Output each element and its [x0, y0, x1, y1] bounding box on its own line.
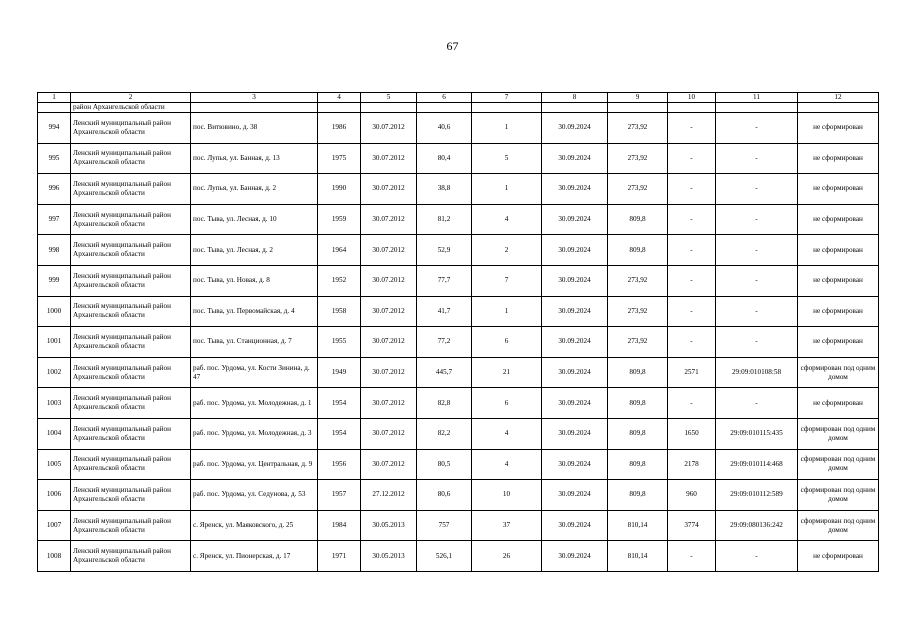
table-cell: 27.12.2012 — [361, 480, 417, 511]
table-row — [38, 510, 879, 541]
table-cell: 1006 — [38, 480, 71, 511]
table-cell: 30.07.2012 — [361, 265, 417, 296]
table-cell: 30.09.2024 — [542, 357, 608, 388]
table-cell: 30.07.2012 — [361, 174, 417, 205]
column-header: 8 — [542, 93, 608, 103]
table-cell: 29:09:010108:58 — [716, 357, 798, 388]
table-cell: 273,92 — [608, 296, 668, 327]
table-cell: - — [716, 113, 798, 144]
table-cell: 1954 — [318, 418, 361, 449]
table-cell: сформирован под одним домом — [798, 510, 879, 541]
table-cell: 1956 — [318, 449, 361, 480]
table-cell: 1008 — [38, 541, 71, 572]
table-cell: 2 — [472, 235, 542, 266]
table-cell: 77,2 — [417, 327, 472, 358]
table-cell: 30.09.2024 — [542, 388, 608, 419]
table-cell: пос. Тыва, ул. Лесная, д. 2 — [191, 235, 318, 266]
table-cell: 810,14 — [608, 541, 668, 572]
table-cell — [798, 103, 879, 113]
column-header: 7 — [472, 93, 542, 103]
table-cell: 30.09.2024 — [542, 204, 608, 235]
table-cell: 30.07.2012 — [361, 449, 417, 480]
table-cell: - — [668, 235, 716, 266]
table-cell: 445,7 — [417, 357, 472, 388]
table-cell: 4 — [472, 449, 542, 480]
table-cell: 29:09:080136:242 — [716, 510, 798, 541]
table-cell: 29:09:010114:468 — [716, 449, 798, 480]
table-cell: 21 — [472, 357, 542, 388]
table-cell: 4 — [472, 204, 542, 235]
table-cell: 2178 — [668, 449, 716, 480]
table-cell: - — [668, 265, 716, 296]
table-cell: Ленский муниципальный район Архангельской области — [71, 265, 191, 296]
table-cell: 1952 — [318, 265, 361, 296]
table-cell: - — [716, 235, 798, 266]
table-cell: 1 — [472, 174, 542, 205]
table-cell: пос. Тыва, ул. Новая, д. 8 — [191, 265, 318, 296]
table-cell: 80,4 — [417, 143, 472, 174]
table-cell: 1958 — [318, 296, 361, 327]
table-cell: 1000 — [38, 296, 71, 327]
table-cell: пос. Тыва, ул. Станционная, д. 7 — [191, 327, 318, 358]
table-cell — [542, 103, 608, 113]
table-cell: 29:09:010112:589 — [716, 480, 798, 511]
table-cell: 30.09.2024 — [542, 113, 608, 144]
column-header: 9 — [608, 93, 668, 103]
table-cell: 38,8 — [417, 174, 472, 205]
table-row — [38, 327, 879, 358]
table-row — [38, 480, 879, 511]
table-cell: раб. пос. Урдома, ул. Седунова, д. 53 — [191, 480, 318, 511]
table-row — [38, 204, 879, 235]
table-row — [38, 235, 879, 266]
table-cell: 3774 — [668, 510, 716, 541]
table-cell: 1971 — [318, 541, 361, 572]
table-cell: пос. Лупья, ул. Банная, д. 13 — [191, 143, 318, 174]
table-cell: 30.05.2013 — [361, 541, 417, 572]
table-row — [38, 449, 879, 480]
table-cell: 1 — [472, 296, 542, 327]
table-cell: - — [668, 296, 716, 327]
table-cell: - — [716, 143, 798, 174]
housing-registry-table — [37, 92, 879, 572]
table-cell: 30.07.2012 — [361, 327, 417, 358]
table-cell: не сформирован — [798, 174, 879, 205]
table-cell: 999 — [38, 265, 71, 296]
table-cell: Ленский муниципальный район Архангельской области — [71, 235, 191, 266]
table-cell: 30.09.2024 — [542, 418, 608, 449]
table-cell: 273,92 — [608, 327, 668, 358]
table-cell: Ленский муниципальный район Архангельской области — [71, 357, 191, 388]
table-cell: пос. Тыва, ул. Первомайская, д. 4 — [191, 296, 318, 327]
table-cell: 1004 — [38, 418, 71, 449]
table-cell: 80,5 — [417, 449, 472, 480]
column-header: 3 — [191, 93, 318, 103]
table-cell: не сформирован — [798, 204, 879, 235]
table-cell: - — [668, 541, 716, 572]
table-cell: 1990 — [318, 174, 361, 205]
table-cell: не сформирован — [798, 296, 879, 327]
table-cell: 30.07.2012 — [361, 235, 417, 266]
column-header: 4 — [318, 93, 361, 103]
table-cell: 809,8 — [608, 388, 668, 419]
table-row — [38, 143, 879, 174]
table-row — [38, 418, 879, 449]
table-cell: 30.09.2024 — [542, 510, 608, 541]
table-cell: - — [668, 143, 716, 174]
table-cell: 6 — [472, 327, 542, 358]
table-cell: - — [716, 296, 798, 327]
table-cell: 1949 — [318, 357, 361, 388]
table-cell: - — [668, 204, 716, 235]
table-cell: 40,6 — [417, 113, 472, 144]
table-row — [38, 541, 879, 572]
table-cell: не сформирован — [798, 388, 879, 419]
table-cell: Ленский муниципальный район Архангельской области — [71, 418, 191, 449]
table-cell: 1003 — [38, 388, 71, 419]
table-cell: - — [716, 204, 798, 235]
table-cell: 41,7 — [417, 296, 472, 327]
table-cell: 30.09.2024 — [542, 296, 608, 327]
table-cell: 80,6 — [417, 480, 472, 511]
table-cell: - — [668, 388, 716, 419]
column-number-row — [38, 93, 879, 103]
table-cell: сформирован под одним домом — [798, 357, 879, 388]
table-cell: не сформирован — [798, 541, 879, 572]
table-cell: 1975 — [318, 143, 361, 174]
table-cell — [38, 103, 71, 113]
table-cell: 757 — [417, 510, 472, 541]
table-cell: раб. пос. Урдома, ул. Молодежная, д. 1 — [191, 388, 318, 419]
table-cell: 994 — [38, 113, 71, 144]
table-cell: Ленский муниципальный район Архангельской области — [71, 480, 191, 511]
table-row — [38, 265, 879, 296]
table-cell — [472, 103, 542, 113]
table-cell: 809,8 — [608, 357, 668, 388]
table-cell: Ленский муниципальный район Архангельской области — [71, 541, 191, 572]
table-cell: Ленский муниципальный район Архангельской области — [71, 143, 191, 174]
table-row — [38, 113, 879, 144]
table-row — [38, 174, 879, 205]
table-cell: 1007 — [38, 510, 71, 541]
column-header: 11 — [716, 93, 798, 103]
table-cell: 30.07.2012 — [361, 418, 417, 449]
table-cell: 995 — [38, 143, 71, 174]
table-cell: Ленский муниципальный район Архангельской области — [71, 449, 191, 480]
table-cell: не сформирован — [798, 265, 879, 296]
table-cell: 4 — [472, 418, 542, 449]
table-cell: раб. пос. Урдома, ул. Молодежная, д. 3 — [191, 418, 318, 449]
table-cell: Ленский муниципальный район Архангельской области — [71, 510, 191, 541]
table-cell: район Архангельской области — [71, 103, 191, 113]
table-cell: 1964 — [318, 235, 361, 266]
table-cell: 30.07.2012 — [361, 113, 417, 144]
table-cell: 77,7 — [417, 265, 472, 296]
page-number: 67 — [446, 39, 459, 53]
table-cell: 26 — [472, 541, 542, 572]
table-cell: не сформирован — [798, 113, 879, 144]
table-cell: 2571 — [668, 357, 716, 388]
table-cell: - — [668, 113, 716, 144]
table-cell — [191, 103, 318, 113]
table-cell: сформирован под одним домом — [798, 418, 879, 449]
table-cell: 273,92 — [608, 113, 668, 144]
table-cell: 81,2 — [417, 204, 472, 235]
table-cell: 526,1 — [417, 541, 472, 572]
column-header: 12 — [798, 93, 879, 103]
table-cell: 1959 — [318, 204, 361, 235]
table-cell — [318, 103, 361, 113]
table-row — [38, 357, 879, 388]
table-cell: с. Яренск, ул. Маяковского, д. 25 — [191, 510, 318, 541]
table-cell: 30.09.2024 — [542, 143, 608, 174]
table-cell: 1986 — [318, 113, 361, 144]
table-cell: 273,92 — [608, 143, 668, 174]
table-row — [38, 388, 879, 419]
table-cell: 30.09.2024 — [542, 327, 608, 358]
table-cell: 1984 — [318, 510, 361, 541]
table-cell: 30.07.2012 — [361, 204, 417, 235]
table-cell: 30.07.2012 — [361, 357, 417, 388]
table-cell: 30.07.2012 — [361, 143, 417, 174]
table-cell: 1957 — [318, 480, 361, 511]
table-cell: 30.09.2024 — [542, 449, 608, 480]
table-cell: - — [668, 327, 716, 358]
table-cell: не сформирован — [798, 327, 879, 358]
column-header: 6 — [417, 93, 472, 103]
table-cell: 1954 — [318, 388, 361, 419]
column-header: 5 — [361, 93, 417, 103]
table-cell: 1955 — [318, 327, 361, 358]
table-cell: сформирован под одним домом — [798, 480, 879, 511]
table-cell: пос. Лупья, ул. Банная, д. 2 — [191, 174, 318, 205]
table-cell: 809,8 — [608, 449, 668, 480]
table-cell: 809,8 — [608, 204, 668, 235]
table-cell — [608, 103, 668, 113]
table-cell: 996 — [38, 174, 71, 205]
table-cell: Ленский муниципальный район Архангельской области — [71, 204, 191, 235]
table-cell: 30.09.2024 — [542, 541, 608, 572]
continued-row — [38, 103, 879, 113]
table-cell — [417, 103, 472, 113]
table-cell: 5 — [472, 143, 542, 174]
column-header: 2 — [71, 93, 191, 103]
table-cell: - — [668, 174, 716, 205]
table-cell: 998 — [38, 235, 71, 266]
table-cell: - — [716, 541, 798, 572]
table-cell: с. Яренск, ул. Пионерская, д. 17 — [191, 541, 318, 572]
table-cell: 810,14 — [608, 510, 668, 541]
table-cell: Ленский муниципальный район Архангельской области — [71, 113, 191, 144]
table-cell: 273,92 — [608, 265, 668, 296]
table-cell: сформирован под одним домом — [798, 449, 879, 480]
table-cell: - — [716, 265, 798, 296]
table-cell — [716, 103, 798, 113]
table-cell: 1005 — [38, 449, 71, 480]
table-cell: не сформирован — [798, 235, 879, 266]
table-cell: 30.09.2024 — [542, 174, 608, 205]
table-cell: Ленский муниципальный район Архангельской области — [71, 296, 191, 327]
table-cell: 29:09:010115:435 — [716, 418, 798, 449]
table-cell: 82,8 — [417, 388, 472, 419]
table-cell: 7 — [472, 265, 542, 296]
table-cell: не сформирован — [798, 143, 879, 174]
table-cell: 82,2 — [417, 418, 472, 449]
table-cell: 1002 — [38, 357, 71, 388]
table-cell: - — [716, 388, 798, 419]
table-cell: 30.07.2012 — [361, 296, 417, 327]
table-cell: 960 — [668, 480, 716, 511]
table-cell: пос. Тыва, ул. Лесная, д. 10 — [191, 204, 318, 235]
table-row — [38, 296, 879, 327]
table-cell: 1 — [472, 113, 542, 144]
table-cell: 1650 — [668, 418, 716, 449]
table-cell: Ленский муниципальный район Архангельской области — [71, 174, 191, 205]
table-cell: 52,9 — [417, 235, 472, 266]
table-cell: Ленский муниципальный район Архангельской области — [71, 327, 191, 358]
table-cell: 1001 — [38, 327, 71, 358]
table-cell: - — [716, 327, 798, 358]
table-cell: 809,8 — [608, 418, 668, 449]
column-header: 1 — [38, 93, 71, 103]
table-cell: раб. пос. Урдома, ул. Кости Зинина, д. 47 — [191, 357, 318, 388]
table-cell: 10 — [472, 480, 542, 511]
table-cell: 30.09.2024 — [542, 480, 608, 511]
table-cell: 809,8 — [608, 235, 668, 266]
table-cell: Ленский муниципальный район Архангельской области — [71, 388, 191, 419]
table-cell — [668, 103, 716, 113]
table-cell: 6 — [472, 388, 542, 419]
table-cell: 30.05.2013 — [361, 510, 417, 541]
table-cell: пос. Витювино, д. 38 — [191, 113, 318, 144]
table-cell: раб. пос. Урдома, ул. Центральная, д. 9 — [191, 449, 318, 480]
table-cell: 997 — [38, 204, 71, 235]
table-cell: 30.07.2012 — [361, 388, 417, 419]
table-cell: 30.09.2024 — [542, 235, 608, 266]
table-cell: 809,8 — [608, 480, 668, 511]
table-cell: 37 — [472, 510, 542, 541]
table-cell — [361, 103, 417, 113]
table-cell: - — [716, 174, 798, 205]
column-header: 10 — [668, 93, 716, 103]
table-cell: 30.09.2024 — [542, 265, 608, 296]
table-cell: 273,92 — [608, 174, 668, 205]
